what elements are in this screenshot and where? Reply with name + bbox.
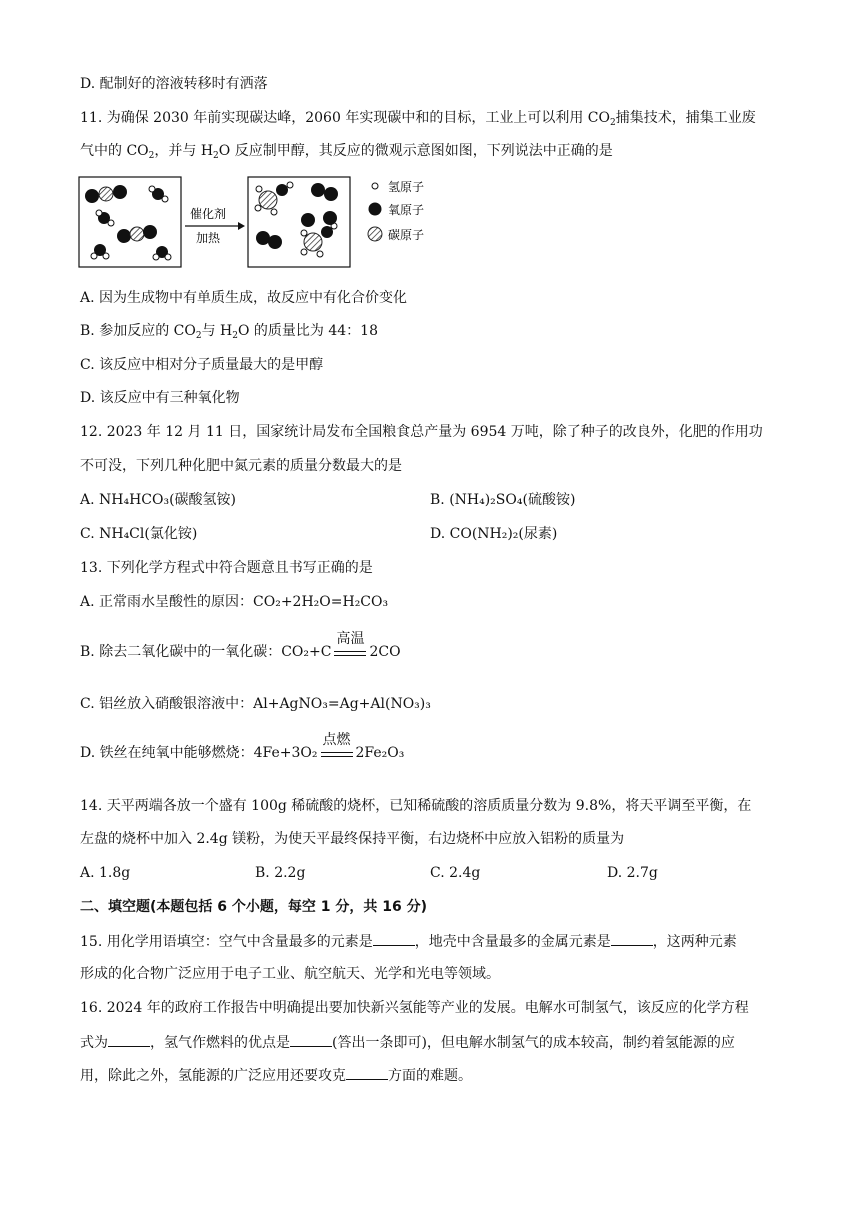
- q16-text: ，氢气作燃料的优点是: [150, 1035, 290, 1051]
- section-heading: 二、填空题(本题包括 6 个小题，每空 1 分，共 16 分): [80, 899, 428, 915]
- q11-option-b-part: B. 参加反应的 CO: [80, 323, 196, 339]
- legend-oxygen: 氧原子: [388, 203, 425, 217]
- reaction-diagram-svg: [78, 176, 450, 272]
- q11-stem-part: ，并与 H: [154, 143, 214, 159]
- q11-option-d: D. 该反应中有三种氧化物: [80, 390, 240, 406]
- q15-text: ，地壳中含量最多的金属元素是: [414, 934, 611, 950]
- q11-stem-part: 气中的 CO: [80, 143, 149, 159]
- q12-stem-line1: 12. 2023 年 12 月 11 日，国家统计局发布全国粮食总产量为 6954 万吨，除了种子的改良外，化肥的作用功: [80, 424, 763, 440]
- q16-line3: [80, 1065, 782, 1086]
- answer-blank[interactable]: [611, 931, 653, 946]
- condition-label: 高温: [336, 631, 365, 647]
- q16-line2: [80, 1032, 782, 1053]
- q14-stem-line1: 14. 天平两端各放一个盛有 100g 稀硫酸的烧杯，已知稀硫酸的溶质质量分数为 9.8%，将天平调至平衡，在: [80, 798, 752, 814]
- subscript: 2: [195, 331, 202, 341]
- oxygen-atom: [301, 213, 315, 227]
- q16-text: 方面的难题。: [388, 1068, 472, 1084]
- q13-option-c: [80, 694, 782, 714]
- legend-carbon: 碳原子: [388, 228, 425, 242]
- q15-line2: 形成的化合物广泛应用于电子工业、航空航天、光学和光电等领域。: [80, 966, 500, 982]
- oxygen-atom-icon: [369, 203, 382, 216]
- double-line: [321, 752, 353, 757]
- subscript: 2: [148, 151, 155, 161]
- q11-stem-part: O 反应制甲醇，其反应的微观示意图如图，下列说法中正确的是: [218, 143, 613, 159]
- q11-option-b-part: O 的质量比为 44：18: [237, 323, 378, 339]
- q13-option-b-lhs: CO₂+C: [281, 644, 332, 660]
- q11-stem-part: 捕集技术，捕集工业废: [615, 110, 756, 126]
- q13-option-d-rhs: 2Fe₂O₃: [355, 745, 405, 761]
- q11-stem-line2: [80, 141, 782, 161]
- q12-option-d: D. CO(NH₂)₂(尿素): [430, 526, 558, 542]
- q11-stem-part: 11. 为确保 2030 年前实现碳达峰，2060 年实现碳中和的目标，工业上可以利用 CO: [80, 110, 610, 126]
- q11-option-b: [80, 321, 782, 341]
- q13-option-d-lhs: 4Fe+3O₂: [253, 745, 318, 761]
- answer-blank[interactable]: [373, 931, 415, 946]
- q12-option-c: C. NH₄Cl(氯化铵): [80, 526, 198, 542]
- q15-text: ，这两种元素: [652, 934, 737, 950]
- q15-line1: [80, 931, 782, 952]
- q13-option-d: [80, 732, 782, 763]
- answer-blank[interactable]: [108, 1032, 150, 1047]
- q12-option-a: A. NH₄HCO₃(碳酸氢铵): [80, 492, 237, 508]
- q13-option-b-text: B. 除去二氧化碳中的一氧化碳：: [80, 644, 282, 660]
- q13-option-c-equation: Al+AgNO₃=Ag+Al(NO₃)₃: [253, 696, 431, 712]
- q13-option-b: [80, 631, 782, 662]
- double-line: [334, 651, 366, 656]
- q12-option-b: B. (NH₄)₂SO₄(硫酸铵): [430, 492, 576, 508]
- q14-option-c: C. 2.4g: [430, 865, 481, 881]
- subscript: 2: [609, 118, 616, 128]
- q16-text: (答出一条即可)，但电解水制氢气的成本较高，制约着氢能源的应: [332, 1035, 735, 1051]
- condition-label: 点燃: [322, 732, 351, 748]
- q13-option-a: [80, 592, 782, 612]
- carbon-atom-icon: [368, 227, 382, 241]
- q12-stem-line2: 不可没，下列几种化肥中氮元素的质量分数最大的是: [80, 458, 402, 474]
- q10-option-d: D. 配制好的溶液转移时有洒落: [80, 76, 268, 92]
- q16-text: 式为: [80, 1035, 108, 1051]
- q13-option-a-text: A. 正常雨水呈酸性的原因：: [80, 594, 254, 610]
- reaction-condition: [332, 631, 368, 662]
- q14-option-d: D. 2.7g: [607, 865, 658, 881]
- oxygen-atom: [323, 211, 337, 225]
- q14-option-a: A. 1.8g: [80, 865, 131, 881]
- q15-text: 15. 用化学用语填空：空气中含量最多的元素是: [80, 934, 373, 950]
- answer-blank[interactable]: [346, 1065, 388, 1080]
- reaction-diagram: [78, 176, 450, 272]
- legend-hydrogen: 氢原子: [388, 180, 425, 194]
- subscript: 2: [213, 151, 219, 161]
- q11-option-c: C. 该反应中相对分子质量最大的是甲醇: [80, 357, 324, 373]
- hydrogen-atom-icon: [372, 183, 378, 189]
- answer-blank[interactable]: [290, 1032, 332, 1047]
- q13-option-c-text: C. 铝丝放入硝酸银溶液中：: [80, 696, 254, 712]
- subscript: 2: [232, 331, 238, 341]
- q11-option-a: A. 因为生成物中有单质生成，故反应中有化合价变化: [80, 290, 408, 306]
- arrow-condition-top: 催化剂: [190, 207, 227, 221]
- q13-stem: 13. 下列化学方程式中符合题意且书写正确的是: [80, 560, 373, 576]
- q16-text: 用，除此之外，氢能源的广泛应用还要攻克: [80, 1068, 346, 1084]
- reaction-condition: [319, 732, 355, 763]
- q13-option-d-text: D. 铁丝在纯氧中能够燃烧：: [80, 745, 254, 761]
- q16-line1: 16. 2024 年的政府工作报告中明确提出要加快新兴氢能等产业的发展。电解水可制氢气，该反应的化学方程: [80, 1000, 749, 1016]
- q14-stem-line2: 左盘的烧杯中加入 2.4g 镁粉，为使天平最终保持平衡，右边烧杯中应放入铝粉的质量为: [80, 831, 625, 847]
- q14-option-b: B. 2.2g: [255, 865, 306, 881]
- q13-option-a-equation: CO₂+2H₂O=H₂CO₃: [253, 594, 389, 610]
- q11-option-b-part: 与 H: [201, 323, 233, 339]
- arrow-condition-bottom: 加热: [196, 231, 221, 245]
- q13-option-b-rhs: 2CO: [369, 644, 401, 660]
- q11-stem-line1: [80, 108, 782, 128]
